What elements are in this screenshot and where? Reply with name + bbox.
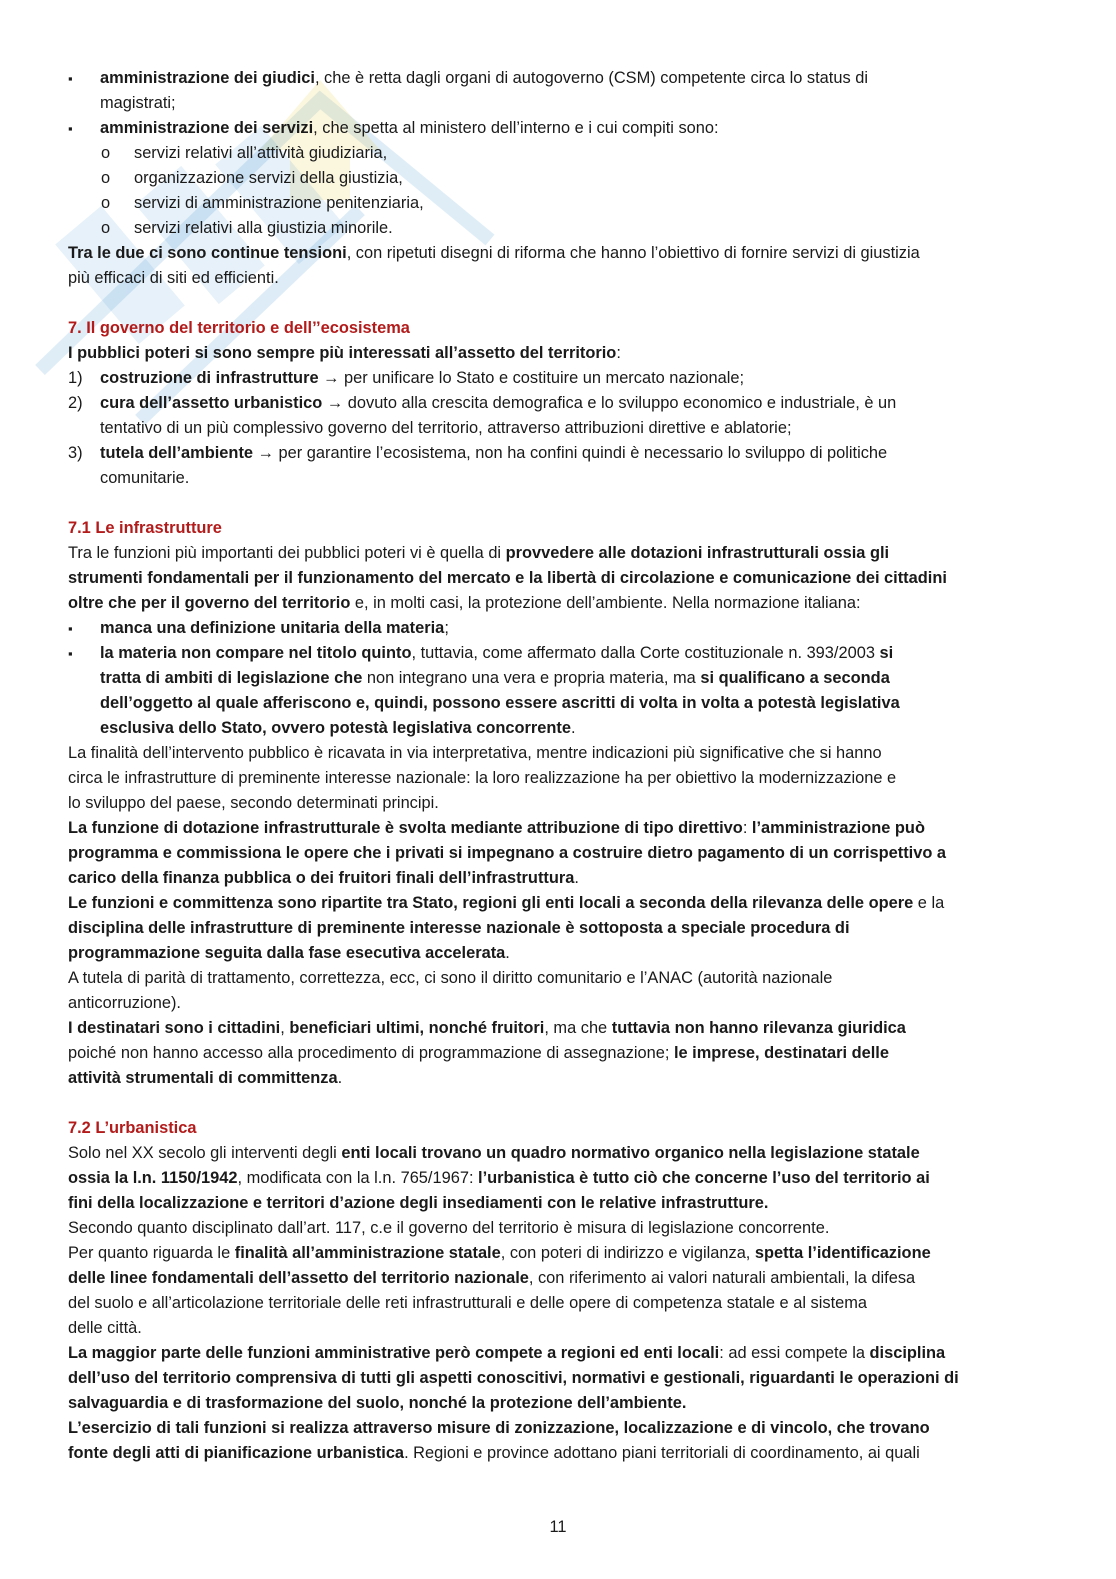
- spacer: [68, 491, 1043, 516]
- text-run: , tuttavia, come affermato dalla Corte costituzionale n. 393/2003: [411, 644, 880, 662]
- paragraph-line: [68, 1166, 1043, 1191]
- bold-term: amministrazione dei servizi: [100, 119, 314, 137]
- text-run: → dovuto alla crescita demografica e lo sviluppo economico e industriale, è un: [322, 394, 897, 412]
- spacer: [68, 1091, 1043, 1116]
- numbered-item: [68, 441, 1043, 466]
- bullet-continuation: [68, 716, 1043, 741]
- paragraph-line: [68, 1241, 1043, 1266]
- bold-term: disciplina: [869, 1344, 946, 1362]
- paragraph-line: [68, 941, 1043, 966]
- bold-term: enti locali trovano un quadro normativo organico nella legislazione statale: [341, 1144, 920, 1162]
- bold-term: programmazione seguita dalla fase esecutiva accelerata: [68, 944, 506, 962]
- paragraph-line: [68, 591, 1043, 616]
- bullet-continuation: [68, 666, 1043, 691]
- paragraph-line: [68, 891, 1043, 916]
- bold-term: provvedere alle dotazioni infrastrutturali ossia gli: [505, 544, 890, 562]
- bold-term: L’esercizio di tali funzioni si realizza attraverso misure di zonizzazione, localizzazione e di vincolo, che trovano: [68, 1419, 930, 1437]
- text-run: e, in molti casi, la protezione dell’ambiente. Nella normazione italiana:: [350, 594, 861, 612]
- bold-term: La funzione di dotazione infrastrutturale è svolta mediante attribuzione di tipo direttivo: [68, 819, 743, 837]
- bold-term: strumenti fondamentali per il funzionamento del mercato e la libertà di circolazione e comunicazione dei cittadini: [68, 569, 947, 587]
- bold-term: beneficiari ultimi, nonché fruitori: [289, 1019, 545, 1037]
- sub-list-item: o servizi relativi alla giustizia minorile.: [68, 216, 1043, 241]
- bullet-continuation: magistrati;: [100, 94, 176, 112]
- paragraph-line: [68, 1441, 1043, 1466]
- text-run: ,: [280, 1019, 290, 1037]
- paragraph-line: [68, 1266, 1043, 1291]
- spacer: [68, 291, 1043, 316]
- text-run: Tra le funzioni più importanti dei pubblici poteri vi è quella di: [68, 544, 506, 562]
- text-run: : ad essi compete la: [719, 1344, 870, 1362]
- item-number: 2): [68, 394, 83, 412]
- bullet-text: , che spetta al ministero dell’interno e i cui compiti sono:: [313, 119, 719, 137]
- bold-term: carico della finanza pubblica o dei fruitori finali dell’infrastruttura: [68, 869, 575, 887]
- paragraph-line: [68, 1016, 1043, 1041]
- bold-term: spetta l’identificazione: [754, 1244, 931, 1262]
- sub-list-item: o organizzazione servizi della giustizia,: [68, 166, 1043, 191]
- bold-term: costruzione di infrastrutture: [100, 369, 319, 387]
- section-heading-7: 7. Il governo del territorio e dell’’ecosistema: [68, 319, 410, 337]
- text-run: .: [505, 944, 510, 962]
- text-run: poiché non hanno accesso alla procedimento di programmazione di assegnazione;: [68, 1044, 674, 1062]
- text-run: → per garantire l’ecosistema, non ha confini quindi è necessario lo sviluppo di politiche: [253, 444, 888, 462]
- bullet-item: [68, 641, 1043, 666]
- paragraph-line: A tutela di parità di trattamento, correttezza, ecc, ci sono il diritto comunitario e l’ANAC (autorità nazionale: [68, 969, 833, 987]
- text-run: e la: [913, 894, 945, 912]
- text-run: :: [742, 819, 752, 837]
- paragraph-line: Secondo quanto disciplinato dall’art. 117, c.e il governo del territorio è misura di legislazione concorrente.: [68, 1219, 830, 1237]
- paragraph-line: [68, 1041, 1043, 1066]
- bold-term: I destinatari sono i cittadini: [68, 1019, 281, 1037]
- item-number: 3): [68, 444, 83, 462]
- bold-term: si qualificano a seconda: [700, 669, 890, 687]
- paragraph-line: [68, 241, 1043, 266]
- paragraph-line: delle città.: [68, 1319, 142, 1337]
- paragraph-line: [68, 541, 1043, 566]
- page-number: 11: [549, 1518, 567, 1536]
- bold-term: l’urbanistica è tutto ciò che concerne l’uso del territorio ai: [478, 1169, 930, 1187]
- bold-term: si: [879, 644, 894, 662]
- bold-term: cura dell’assetto urbanistico: [100, 394, 323, 412]
- text-run: .: [337, 1069, 343, 1087]
- paragraph-line: [68, 566, 1043, 591]
- text-run: :: [616, 344, 621, 362]
- bold-term: l’amministrazione può: [751, 819, 925, 837]
- text-run: . Regioni e province adottano piani territoriali di coordinamento, ai quali: [404, 1444, 920, 1462]
- sub-list-item: o servizi relativi all’attività giudiziaria,: [68, 141, 1043, 166]
- bold-term: finalità all’amministrazione statale: [234, 1244, 501, 1262]
- text-run: .: [574, 869, 579, 887]
- text-run: , ma che: [544, 1019, 612, 1037]
- bold-term: Tra le due ci sono continue tensioni: [68, 244, 347, 262]
- paragraph-line: [68, 1191, 1043, 1216]
- bold-term: la materia non compare nel titolo quinto: [100, 644, 412, 662]
- bold-term: tuttavia non hanno rilevanza giuridica: [611, 1019, 906, 1037]
- bold-term: salvaguardia e di trasformazione del suolo, nonché la protezione dell’ambiente.: [68, 1394, 687, 1412]
- text-run: , modificata con la l.n. 765/1967:: [237, 1169, 479, 1187]
- paragraph-line: [68, 1341, 1043, 1366]
- section-heading-7-1: 7.1 Le infrastrutture: [68, 519, 222, 537]
- paragraph-line: più efficaci di siti ed efficienti.: [68, 269, 279, 287]
- paragraph-line: [68, 1366, 1043, 1391]
- bold-term: disciplina delle infrastrutture di preminente interesse nazionale è sottoposta a speciale procedura di: [68, 919, 850, 937]
- bold-term: oltre che per il governo del territorio: [68, 594, 351, 612]
- bold-term: fini della localizzazione e territori d’azione degli insediamenti con le relative infrastrutture.: [68, 1194, 769, 1212]
- bold-term: manca una definizione unitaria della materia: [100, 619, 445, 637]
- bold-term: La maggior parte delle funzioni amministrative però compete a regioni ed enti locali: [68, 1344, 720, 1362]
- paragraph-line: [68, 1066, 1043, 1091]
- numbered-item-continuation: tentativo di un più complessivo governo del territorio, attraverso attribuzioni direttive e ablatorie;: [100, 419, 792, 437]
- paragraph-line: circa le infrastrutture di preminente interesse nazionale: la loro realizzazione ha per obiettivo la modernizzazione e: [68, 769, 897, 787]
- paragraph-line: [68, 841, 1043, 866]
- bold-term: dell’oggetto al quale afferiscono e, quindi, possono essere ascritti di volta in volta a potestà legislativa: [100, 694, 900, 712]
- bullet-text: , che è retta dagli organi di autogoverno (CSM) competente circa lo status di: [314, 69, 868, 87]
- paragraph-line: [68, 1141, 1043, 1166]
- text-run: , con riferimento ai valori naturali ambientali, la difesa: [528, 1269, 916, 1287]
- paragraph-line: [68, 1391, 1043, 1416]
- item-number: 1): [68, 369, 83, 387]
- text-run: Per quanto riguarda le: [68, 1244, 235, 1262]
- bold-term: tratta di ambiti di legislazione che: [100, 669, 363, 687]
- bullet-item: [68, 616, 1043, 641]
- paragraph-line: lo sviluppo del paese, secondo determinati principi.: [68, 794, 439, 812]
- text-run: .: [570, 719, 576, 737]
- bullet-item: [68, 66, 1043, 91]
- bold-term: I pubblici poteri si sono sempre più interessati all’assetto del territorio: [68, 344, 617, 362]
- text-run: Solo nel XX secolo gli interventi degli: [68, 1144, 342, 1162]
- document-content: [68, 66, 1043, 1466]
- bold-term: Le funzioni e committenza sono ripartite tra Stato, regioni gli enti locali a seconda della rilevanza delle opere: [68, 894, 914, 912]
- section-heading-7-2: 7.2 L’urbanistica: [68, 1119, 197, 1137]
- bullet-continuation: [68, 691, 1043, 716]
- bold-term: fonte degli atti di pianificazione urbanistica: [68, 1444, 405, 1462]
- bullet-item: [68, 116, 1043, 141]
- text-run: → per unificare lo Stato e costituire un mercato nazionale;: [318, 369, 745, 387]
- bold-term: attività strumentali di committenza: [68, 1069, 338, 1087]
- paragraph-line: [68, 341, 1043, 366]
- bold-term: amministrazione dei giudici: [100, 69, 315, 87]
- paragraph-line: anticorruzione).: [68, 994, 181, 1012]
- bold-term: programma e commissiona le opere che i privati si impegnano a costruire dietro pagamento di un corrispettivo a: [68, 844, 947, 862]
- paragraph-line: [68, 1416, 1043, 1441]
- paragraph-line: [68, 816, 1043, 841]
- paragraph-line: del suolo e all’articolazione territoriale delle reti infrastrutturali e delle opere di competenza statale e al sistema: [68, 1294, 868, 1312]
- paragraph-line: [68, 916, 1043, 941]
- bold-term: ossia la l.n. 1150/1942: [68, 1169, 238, 1187]
- sub-list-item: o servizi di amministrazione penitenziaria,: [68, 191, 1043, 216]
- bold-term: delle linee fondamentali dell’assetto del territorio nazionale: [68, 1269, 529, 1287]
- text-run: ;: [444, 619, 449, 637]
- text-run: non integrano una vera e propria materia, ma: [362, 669, 701, 687]
- paragraph-line: La finalità dell’intervento pubblico è ricavata in via interpretativa, mentre indicazioni più significative che si hanno: [68, 744, 882, 762]
- paragraph-line: [68, 866, 1043, 891]
- bold-term: le imprese, destinatari delle: [673, 1044, 889, 1062]
- numbered-item: [68, 366, 1043, 391]
- text-run: , con poteri di indirizzo e vigilanza,: [500, 1244, 755, 1262]
- numbered-item: [68, 391, 1043, 416]
- bold-term: dell’uso del territorio comprensiva di tutti gli aspetti conoscitivi, normativi e gestionali, riguardanti le operazioni di: [68, 1369, 959, 1387]
- text-run: , con ripetuti disegni di riforma che hanno l’obiettivo di fornire servizi di giustizia: [346, 244, 920, 262]
- bold-term: tutela dell’ambiente: [100, 444, 254, 462]
- numbered-item-continuation: comunitarie.: [100, 469, 190, 487]
- bold-term: esclusiva dello Stato, ovvero potestà legislativa concorrente: [100, 719, 571, 737]
